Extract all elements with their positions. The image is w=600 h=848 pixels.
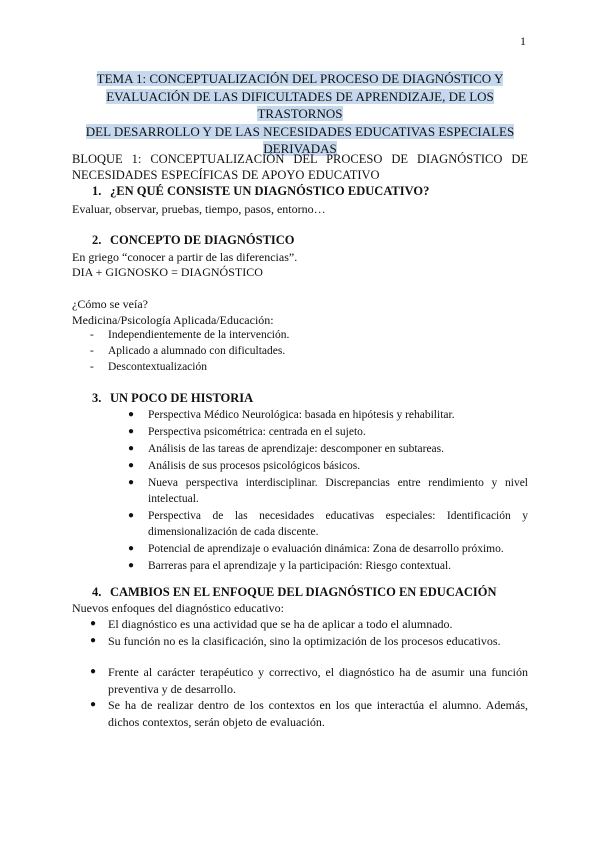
bullet-icon: ● xyxy=(90,666,97,677)
bullet-icon: ● xyxy=(128,409,135,420)
history-list xyxy=(128,407,528,575)
section-heading-3 xyxy=(92,391,253,406)
list-item-text: Aplicado a alumnado con dificultades. xyxy=(108,345,286,357)
paragraph: DIA + GIGNOSKO = DIAGNÓSTICO xyxy=(72,265,263,279)
section-title: CONCEPTO DE DIAGNÓSTICO xyxy=(110,233,295,247)
list-item xyxy=(128,558,528,574)
paragraph: ¿Cómo se veía? xyxy=(72,297,148,311)
dash-marker: - xyxy=(90,329,94,341)
list-item xyxy=(128,475,528,507)
list-item xyxy=(90,633,528,650)
list-item xyxy=(90,616,528,633)
list-item-text: Perspectiva Médico Neurológica: basada en hipótesis y rehabilitar. xyxy=(148,409,455,421)
page-number: 1 xyxy=(520,34,526,48)
paragraph: Nuevos enfoques del diagnóstico educativo: xyxy=(72,601,284,615)
section-1-text: Evaluar, observar, pruebas, tiempo, pasos, entorno… xyxy=(72,202,326,216)
list-item xyxy=(90,329,289,341)
bullet-icon: ● xyxy=(128,477,135,488)
section-heading-1 xyxy=(92,184,429,199)
list-item-text: Frente al carácter terapéutico y correctivo, el diagnóstico ha de asumir una función preventiva y de desarrollo. xyxy=(108,665,528,696)
list-item-text: Su función no es la clasificación, sino la optimización de los procesos educativos. xyxy=(108,633,501,648)
list-item-text: Análisis de las tareas de aprendizaje: descomponer en subtareas. xyxy=(148,443,445,455)
paragraph: Medicina/Psicología Aplicada/Educación: xyxy=(72,313,274,327)
list-item xyxy=(90,345,285,357)
list-item xyxy=(128,541,528,557)
list-item-text: Análisis de sus procesos psicológicos básicos. xyxy=(148,460,361,472)
section-title: ¿EN QUÉ CONSISTE UN DIAGNÓSTICO EDUCATIVO? xyxy=(110,184,430,198)
dash-marker: - xyxy=(90,361,94,373)
list-item-text: Perspectiva de las necesidades educativas especiales: Identificación y dimensionalización de cada discente. xyxy=(148,510,528,538)
changes-list-a xyxy=(90,616,528,649)
block-heading: BLOQUE 1: CONCEPTUALIZACIÓN DEL PROCESO DE DIAGNÓSTICO DE NECESIDADES ESPECÍFICAS DE APOYO EDUCATIVO xyxy=(72,152,528,182)
list-item-text: Independientemente de la intervención. xyxy=(108,329,290,341)
bullet-icon: ● xyxy=(90,634,97,646)
bullet-icon: ● xyxy=(90,699,97,710)
section-heading-2 xyxy=(92,233,295,248)
document-title xyxy=(72,70,528,158)
changes-list-b xyxy=(90,664,528,730)
list-item xyxy=(128,441,528,457)
list-item xyxy=(128,424,528,440)
bullet-icon: ● xyxy=(128,560,135,571)
section-title: UN POCO DE HISTORIA xyxy=(110,391,254,405)
section-heading-4 xyxy=(92,585,497,600)
list-item-text: Se ha de realizar dentro de los contextos en los que interactúa el alumno. Además, dichos contextos, serán objeto de evaluación. xyxy=(108,698,528,729)
list-item-text: Perspectiva psicométrica: centrada en el sujeto. xyxy=(148,426,366,438)
title-line: DERIVADAS xyxy=(263,141,337,156)
title-line: DEL DESARROLLO Y DE LAS NECESIDADES EDUCATIVAS ESPECIALES xyxy=(85,123,515,139)
bullet-icon: ● xyxy=(128,426,135,437)
section-number: 4. xyxy=(92,585,102,599)
list-item xyxy=(90,664,528,697)
title-line: TEMA 1: CONCEPTUALIZACIÓN DEL PROCESO DE DIAGNÓSTICO Y xyxy=(96,71,504,86)
list-item xyxy=(90,697,528,730)
list-item xyxy=(128,407,528,423)
list-item-text: Barreras para el aprendizaje y la participación: Riesgo contextual. xyxy=(148,560,452,572)
list-item-text: El diagnóstico es una actividad que se ha de aplicar a todo el alumnado. xyxy=(108,617,453,631)
bullet-icon: ● xyxy=(128,443,135,454)
list-item xyxy=(128,508,528,540)
list-item xyxy=(128,458,528,474)
bullet-icon: ● xyxy=(128,460,135,471)
bullet-icon: ● xyxy=(90,618,97,629)
list-item-text: Nueva perspectiva interdisciplinar. Discrepancias entre rendimiento y nivel intelectual. xyxy=(148,477,528,505)
bullet-icon: ● xyxy=(128,543,135,554)
section-title: CAMBIOS EN EL ENFOQUE DEL DIAGNÓSTICO EN EDUCACIÓN xyxy=(110,585,497,599)
list-item-text: Descontextualización xyxy=(108,361,207,373)
bullet-icon: ● xyxy=(128,510,135,521)
list-item xyxy=(90,361,207,373)
section-number: 2. xyxy=(92,233,102,247)
section-number: 1. xyxy=(92,184,102,198)
section-number: 3. xyxy=(92,391,102,405)
title-line: EVALUACIÓN DE LAS DIFICULTADES DE APRENDIZAJE, DE LOS TRASTORNOS xyxy=(106,88,494,121)
dash-marker: - xyxy=(90,345,94,357)
paragraph: En griego “conocer a partir de las diferencias”. xyxy=(72,250,298,264)
list-item-text: Potencial de aprendizaje o evaluación dinámica: Zona de desarrollo próximo. xyxy=(148,543,504,555)
